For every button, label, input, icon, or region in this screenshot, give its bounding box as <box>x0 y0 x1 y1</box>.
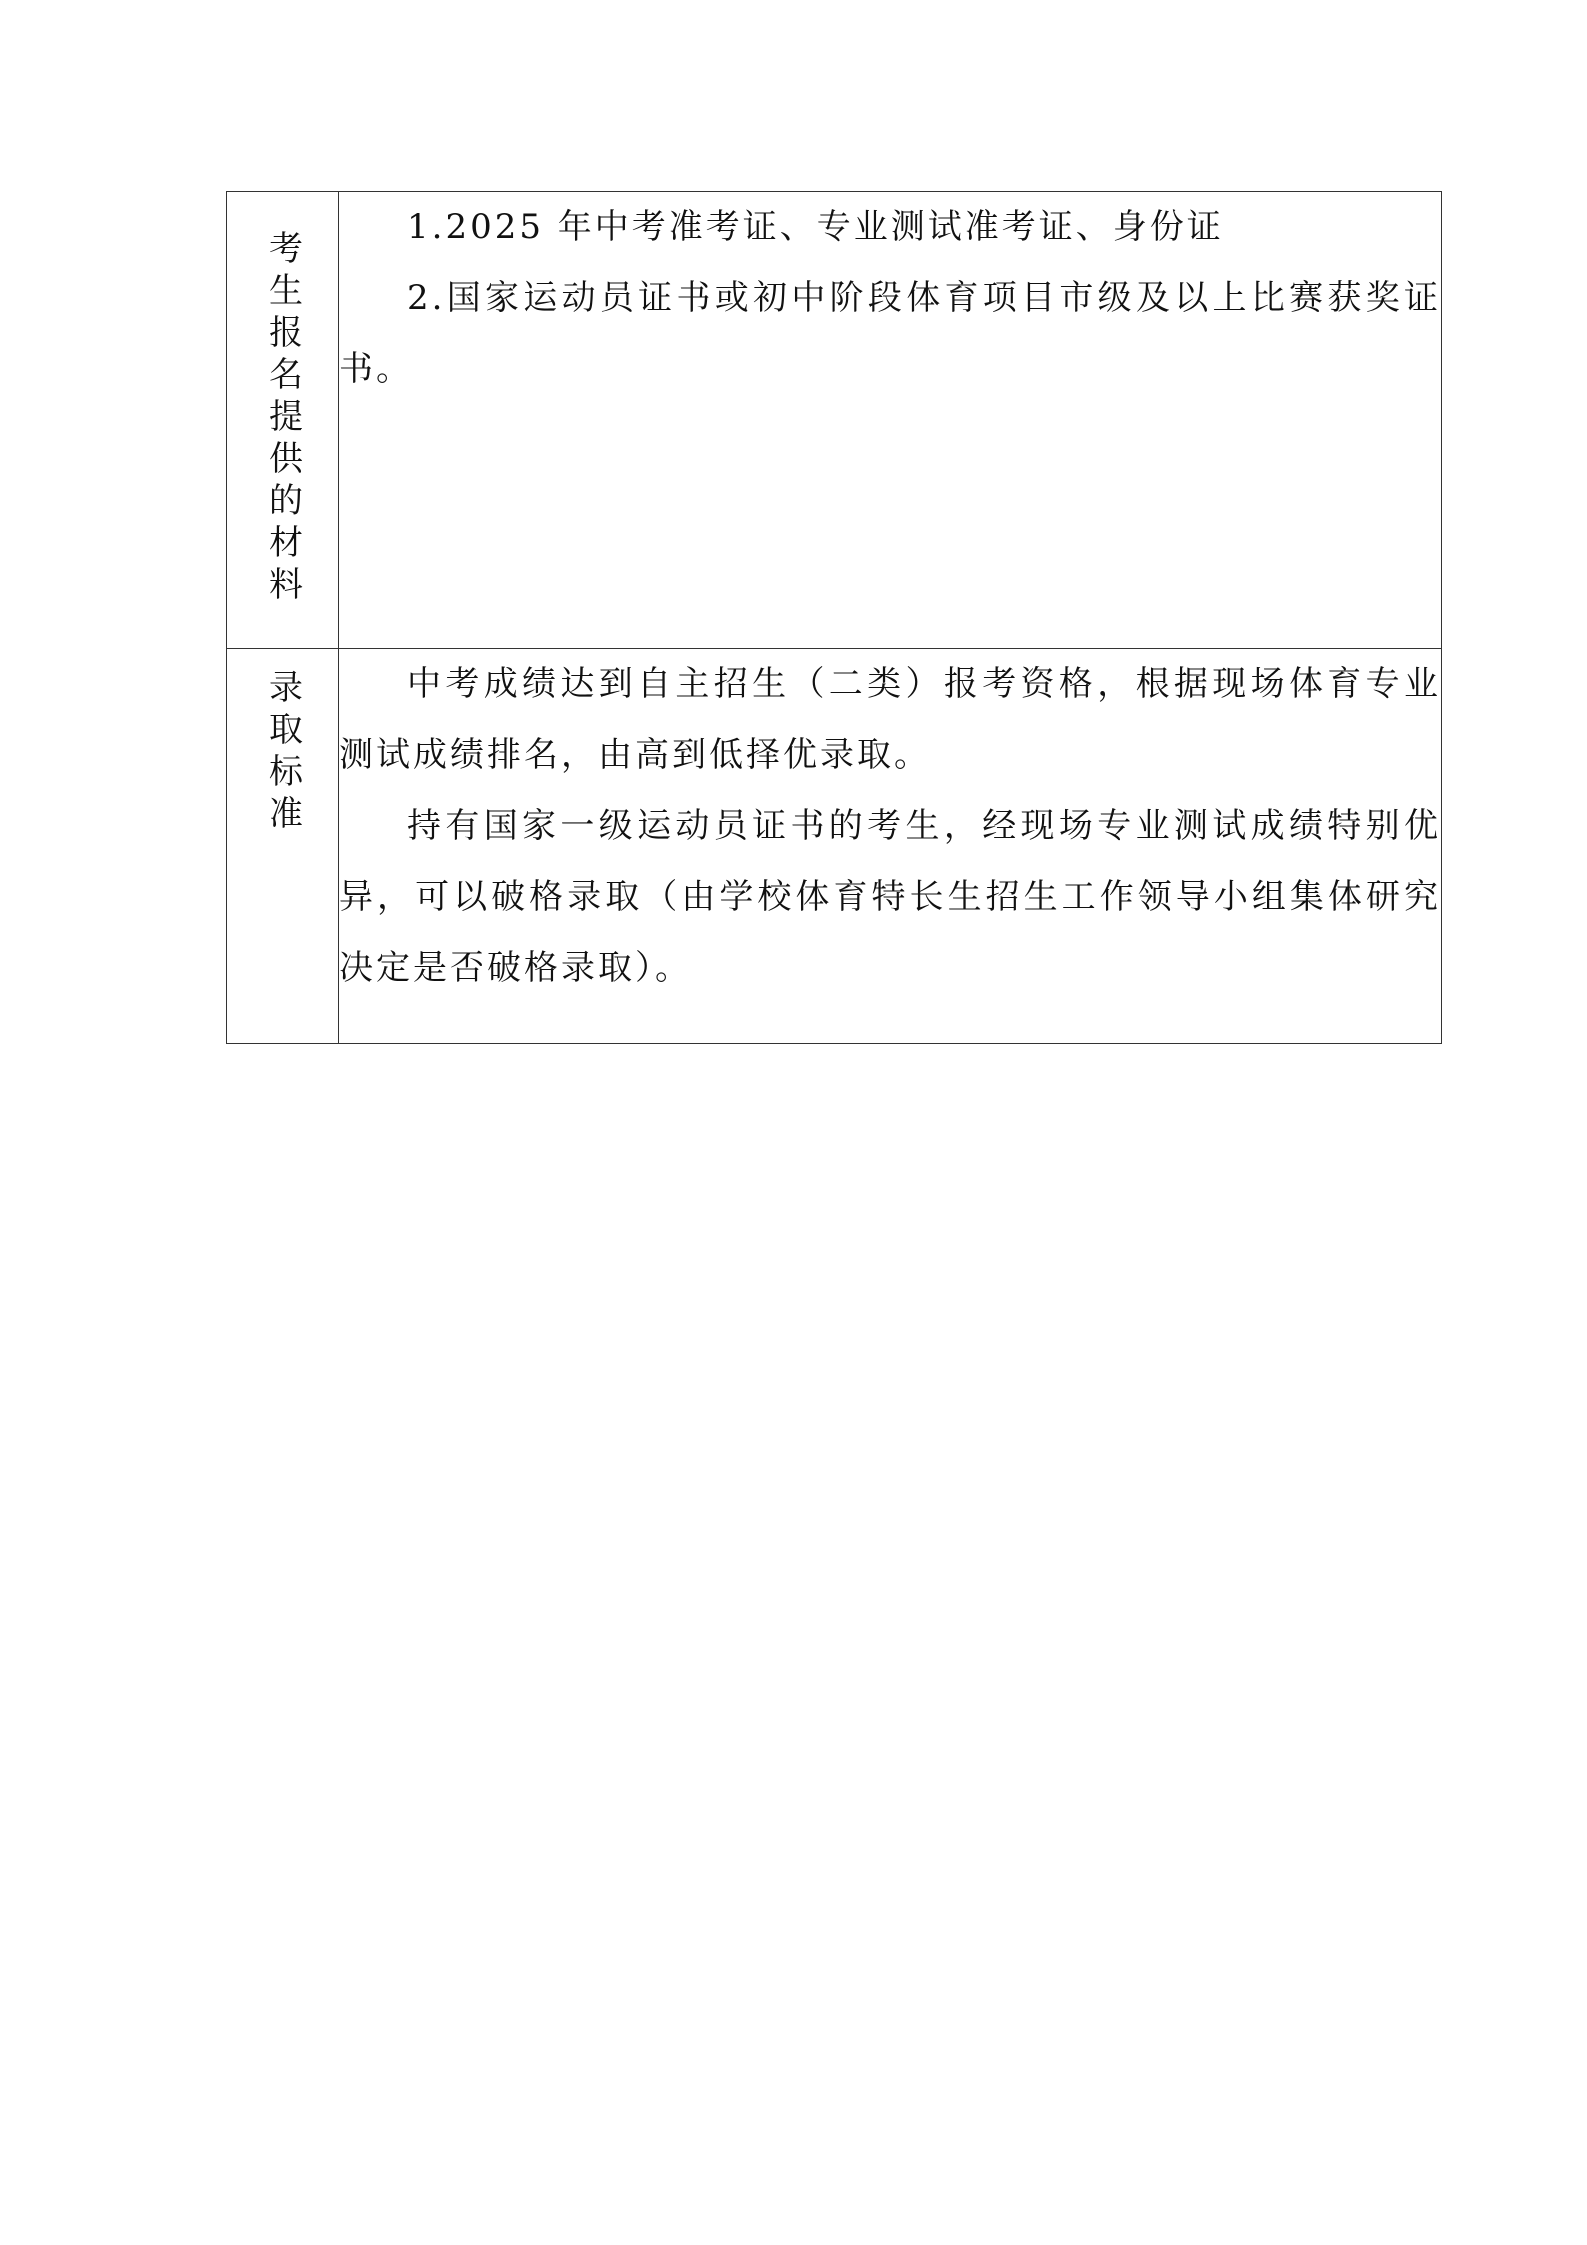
row-label-cell <box>227 649 339 1044</box>
row-label-criteria: 录取标准 <box>262 669 303 837</box>
row-content-materials <box>339 192 1442 649</box>
criteria-paragraph-2: 持有国家一级运动员证书的考生，经现场专业测试成绩特别优异，可以破格录取（由学校体育特长生招生工作领导小组集体研究决定是否破格录取）。 <box>339 806 1441 988</box>
row-label-cell <box>227 192 339 649</box>
table-row-criteria <box>227 649 1442 1044</box>
materials-item-1: 1.2025 年中考准考证、专业测试准考证、身份证 <box>407 207 1224 247</box>
table-row-materials <box>227 192 1442 649</box>
row-label-materials: 考生报名提供的材料 <box>262 230 303 608</box>
admission-info-table <box>226 191 1442 1044</box>
materials-item-2: 2.国家运动员证书或初中阶段体育项目市级及以上比赛获奖证书。 <box>339 278 1441 389</box>
row-content-criteria <box>339 649 1442 1044</box>
criteria-paragraph-1: 中考成绩达到自主招生（二类）报考资格，根据现场体育专业测试成绩排名，由高到低择优录取。 <box>339 664 1441 775</box>
